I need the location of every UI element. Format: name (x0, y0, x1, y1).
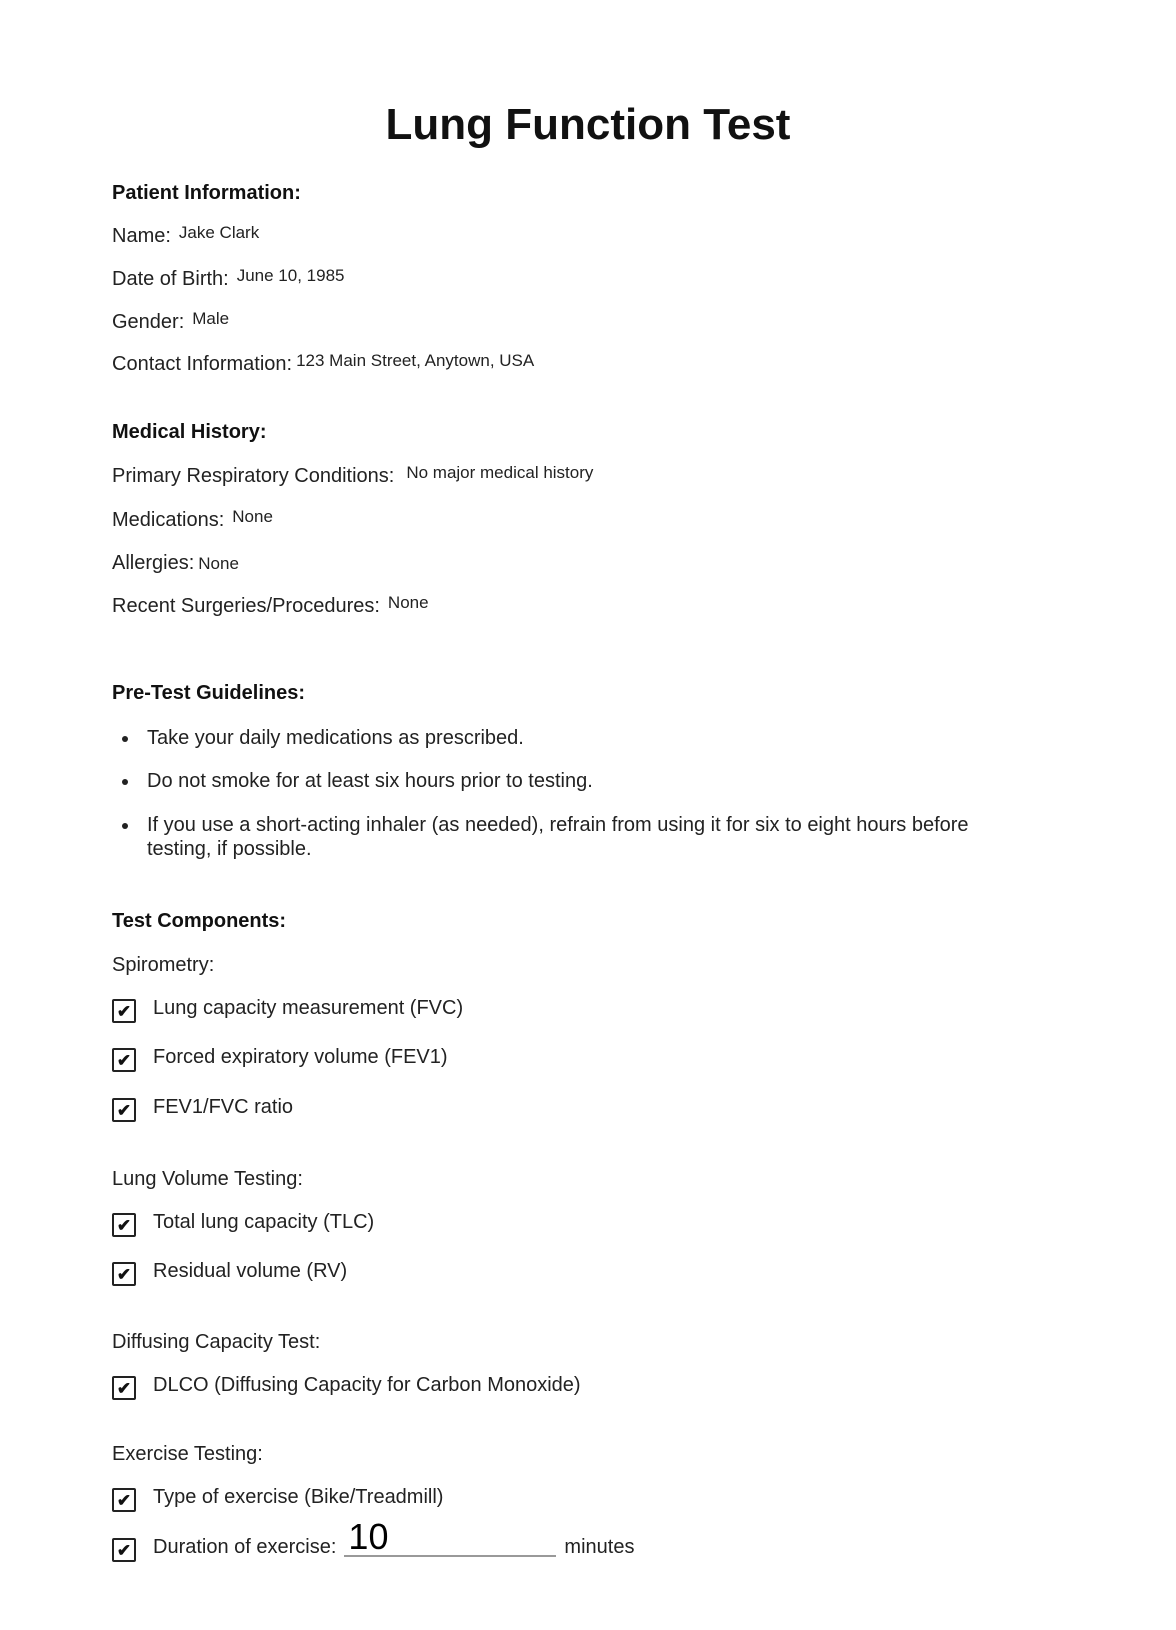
dob-row (112, 267, 344, 293)
guideline-item: If you use a short-acting inhaler (as needed), refrain from using it for six to eight hours before testing, if possible. (147, 814, 969, 860)
item-rv: Residual volume (RV) (153, 1260, 348, 1282)
duration-unit: minutes (564, 1536, 635, 1558)
page-title: Lung Function Test (385, 100, 791, 149)
bullet-icon (122, 736, 128, 742)
spirometry-label: Spirometry: (112, 954, 215, 976)
contact-label: Contact Information: (112, 353, 293, 375)
conditions-label: Primary Respiratory Conditions: (112, 465, 395, 487)
duration-field[interactable] (344, 1516, 556, 1557)
checkbox-fvc[interactable]: ✔ (112, 999, 136, 1023)
gender-value: Male (192, 309, 230, 328)
contact-row (112, 352, 534, 378)
item-fvc: Lung capacity measurement (FVC) (153, 997, 464, 1019)
test-components-heading: Test Components: (112, 910, 287, 932)
pre-test-heading: Pre-Test Guidelines: (112, 682, 306, 704)
item-dlco: DLCO (Diffusing Capacity for Carbon Monoxide) (153, 1374, 581, 1396)
contact-value: 123 Main Street, Anytown, USA (296, 351, 535, 370)
allergies-label: Allergies: (112, 552, 195, 574)
checkbox-dlco[interactable]: ✔ (112, 1376, 136, 1400)
medical-history-heading: Medical History: (112, 421, 267, 443)
guideline-item: Take your daily medications as prescribed. (147, 727, 524, 749)
patient-info-heading: Patient Information: (112, 182, 301, 204)
guideline-item: Do not smoke for at least six hours prior to testing. (147, 770, 593, 792)
dob-label: Date of Birth: (112, 268, 229, 290)
checkbox-exercise-type[interactable]: ✔ (112, 1488, 136, 1512)
item-tlc: Total lung capacity (TLC) (153, 1211, 375, 1233)
conditions-value: No major medical history (406, 463, 594, 482)
item-exercise-type: Type of exercise (Bike/Treadmill) (153, 1486, 444, 1508)
checkbox-fev1[interactable]: ✔ (112, 1048, 136, 1072)
gender-row (112, 310, 229, 336)
dob-value: June 10, 1985 (236, 266, 345, 285)
item-duration (153, 1516, 635, 1559)
item-ratio: FEV1/FVC ratio (153, 1096, 294, 1118)
name-label: Name: (112, 225, 171, 247)
name-value: Jake Clark (178, 223, 260, 242)
checkbox-ratio[interactable]: ✔ (112, 1098, 136, 1122)
allergies-value: None (198, 554, 239, 573)
name-row (112, 224, 259, 250)
bullet-icon (122, 823, 128, 829)
bullet-icon (122, 779, 128, 785)
surgeries-value: None (387, 593, 429, 612)
conditions-row (112, 464, 593, 490)
exercise-label: Exercise Testing: (112, 1443, 263, 1465)
checkbox-duration[interactable]: ✔ (112, 1538, 136, 1562)
diffusing-label: Diffusing Capacity Test: (112, 1331, 321, 1353)
surgeries-label: Recent Surgeries/Procedures: (112, 595, 380, 617)
duration-value: 10 (348, 1516, 389, 1557)
allergies-row (112, 551, 239, 577)
medications-label: Medications: (112, 509, 225, 531)
item-fev1: Forced expiratory volume (FEV1) (153, 1046, 448, 1068)
checkbox-rv[interactable]: ✔ (112, 1262, 136, 1286)
gender-label: Gender: (112, 311, 185, 333)
surgeries-row (112, 594, 429, 620)
medications-value: None (232, 507, 273, 526)
duration-label: Duration of exercise: (153, 1536, 337, 1558)
checkbox-tlc[interactable]: ✔ (112, 1213, 136, 1237)
medications-row (112, 508, 273, 534)
lung-volume-label: Lung Volume Testing: (112, 1168, 303, 1190)
